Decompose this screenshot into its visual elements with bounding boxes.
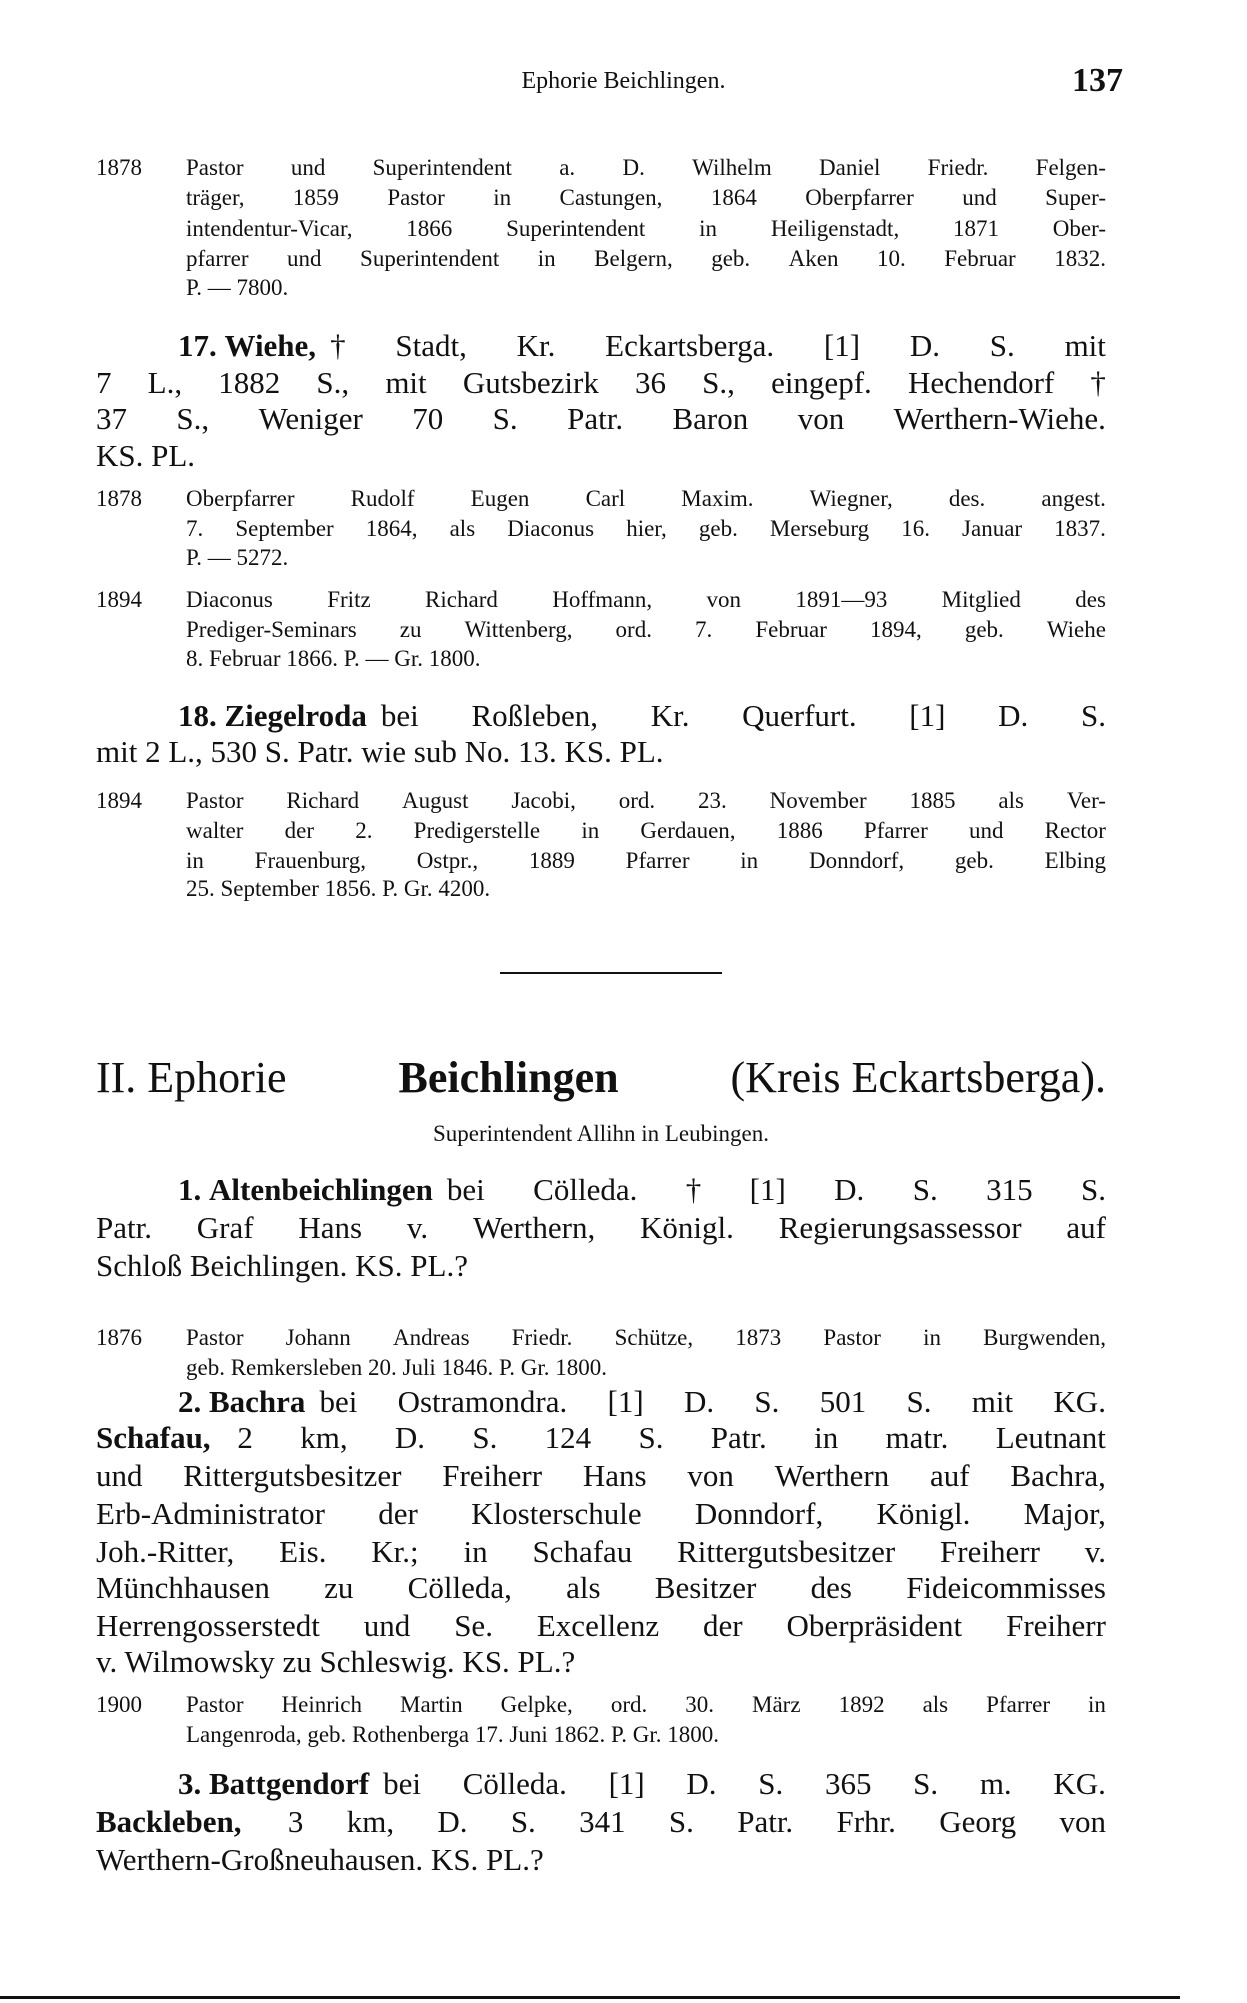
entry-year: 1876: [96, 1325, 142, 1350]
parish-line: [178, 1766, 1106, 1802]
entry-line: P. — 5272.: [186, 545, 289, 570]
parish-text: 2 km, D. S. 124 S. Patr. in matr. Leutnant: [237, 1420, 1106, 1455]
entry-line: träger, 1859 Pastor in Castungen, 1864 Oberpfarrer und Super-: [186, 185, 1106, 210]
entry-line: pfarrer und Superintendent in Belgern, geb. Aken 10. Februar 1832.: [186, 246, 1106, 271]
parish-text: † Stadt, Kr. Eckartsberga. [1] D. S. mit: [330, 328, 1106, 363]
parish-line: Münchhausen zu Cölleda, als Besitzer des Fideicommisses: [96, 1570, 1106, 1605]
filial-name: Schafau,: [96, 1420, 211, 1455]
entry-line: P. — 7800.: [186, 275, 289, 300]
filial-name: Backleben,: [96, 1804, 242, 1839]
entry-year: 1894: [96, 587, 142, 612]
parish-line: Schloß Beichlingen. KS. PL.?: [96, 1248, 468, 1283]
parish-text: 3 km, D. S. 341 S. Patr. Frhr. Georg von: [287, 1804, 1106, 1839]
entry-line: intendentur-Vicar, 1866 Superintendent in Heiligenstadt, 1871 Ober-: [186, 216, 1106, 241]
parish-name: Battgendorf: [209, 1766, 370, 1801]
page-number: 137: [1072, 62, 1123, 99]
parish-line: [178, 698, 1106, 734]
entry-line: in Frauenburg, Ostpr., 1889 Pfarrer in Donndorf, geb. Elbing: [186, 848, 1106, 873]
entry-line: 7. September 1864, als Diaconus hier, geb. Merseburg 16. Januar 1837.: [186, 516, 1106, 541]
entry-line: Diaconus Fritz Richard Hoffmann, von 1891—93 Mitglied des: [186, 587, 1106, 612]
parish-line: [178, 328, 1106, 364]
entry-line: 8. Februar 1866. P. — Gr. 1800.: [186, 646, 481, 671]
parish-name: Ziegelroda: [224, 698, 367, 733]
entry-line: Pastor Richard August Jacobi, ord. 23. November 1885 als Ver-: [186, 788, 1106, 813]
section-heading: [96, 1052, 1106, 1103]
parish-line: 37 S., Weniger 70 S. Patr. Baron von Werthern-Wiehe.: [96, 401, 1106, 436]
entry-year: 1878: [96, 155, 142, 180]
entry-line: 25. September 1856. P. Gr. 4200.: [186, 876, 491, 901]
parish-line: v. Wilmowsky zu Schleswig. KS. PL.?: [96, 1644, 576, 1679]
entry-line: Pastor Heinrich Martin Gelpke, ord. 30. März 1892 als Pfarrer in: [186, 1692, 1106, 1717]
parish-line: [96, 1804, 1106, 1840]
parish-number: 1.: [178, 1172, 202, 1207]
parish-number: 17.: [178, 328, 217, 363]
heading-suffix: (Kreis Eckartsberga).: [730, 1053, 1106, 1102]
entry-line: Pastor und Superintendent a. D. Wilhelm Daniel Friedr. Felgen-: [186, 155, 1106, 180]
parish-line: Patr. Graf Hans v. Werthern, Königl. Regierungsassessor auf: [96, 1210, 1106, 1245]
parish-number: 2.: [178, 1384, 202, 1419]
page-bottom-edge: [0, 1996, 1180, 1999]
parish-name: Wiehe,: [224, 328, 317, 363]
parish-line: [96, 1420, 1106, 1456]
parish-name: Altenbeichlingen: [209, 1172, 433, 1207]
parish-line: und Rittergutsbesitzer Freiherr Hans von Werthern auf Bachra,: [96, 1458, 1106, 1493]
heading-prefix: II. Ephorie: [96, 1053, 287, 1102]
parish-line: Joh.-Ritter, Eis. Kr.; in Schafau Rittergutsbesitzer Freiherr v.: [96, 1534, 1106, 1569]
parish-text: bei Roßleben, Kr. Querfurt. [1] D. S.: [380, 698, 1106, 733]
parish-name: Bachra: [209, 1384, 306, 1419]
parish-number: 3.: [178, 1766, 202, 1801]
parish-line: Werthern-Großneuhausen. KS. PL.?: [96, 1842, 544, 1877]
superintendent-line: Superintendent Allihn in Leubingen.: [432, 1121, 769, 1146]
parish-line: Herrengosserstedt und Se. Excellenz der Oberpräsident Freiherr: [96, 1608, 1106, 1643]
entry-line: walter der 2. Predigerstelle in Gerdauen, 1886 Pfarrer und Rector: [186, 818, 1106, 843]
entry-year: 1894: [96, 788, 142, 813]
parish-line: Erb-Administrator der Klosterschule Donndorf, Königl. Major,: [96, 1496, 1106, 1531]
entry-line: Langenroda, geb. Rothenberga 17. Juni 1862. P. Gr. 1800.: [186, 1722, 719, 1747]
parish-number: 18.: [178, 698, 217, 733]
parish-line: [178, 1384, 1106, 1420]
parish-line: 7 L., 1882 S., mit Gutsbezirk 36 S., eingepf. Hechendorf †: [96, 365, 1106, 400]
entry-year: 1878: [96, 486, 142, 511]
parish-text: bei Cölleda. [1] D. S. 365 S. m. KG.: [383, 1766, 1106, 1801]
entry-line: geb. Remkersleben 20. Juli 1846. P. Gr. 1800.: [186, 1355, 607, 1380]
parish-text: bei Ostramondra. [1] D. S. 501 S. mit KG.: [319, 1384, 1106, 1419]
running-title: Ephorie Beichlingen.: [521, 68, 726, 94]
parish-line: mit 2 L., 530 S. Patr. wie sub No. 13. KS. PL.: [96, 734, 664, 769]
entry-line: Oberpfarrer Rudolf Eugen Carl Maxim. Wiegner, des. angest.: [186, 486, 1106, 511]
entry-line: Prediger-Seminars zu Wittenberg, ord. 7. Februar 1894, geb. Wiehe: [186, 617, 1106, 642]
entry-year: 1900: [96, 1692, 142, 1717]
heading-name: Beichlingen: [398, 1053, 619, 1102]
entry-line: Pastor Johann Andreas Friedr. Schütze, 1873 Pastor in Burgwenden,: [186, 1325, 1106, 1350]
section-divider: [500, 972, 722, 974]
parish-text: bei Cölleda. † [1] D. S. 315 S.: [446, 1172, 1106, 1207]
parish-line: KS. PL.: [96, 438, 196, 473]
parish-line: [178, 1172, 1106, 1208]
